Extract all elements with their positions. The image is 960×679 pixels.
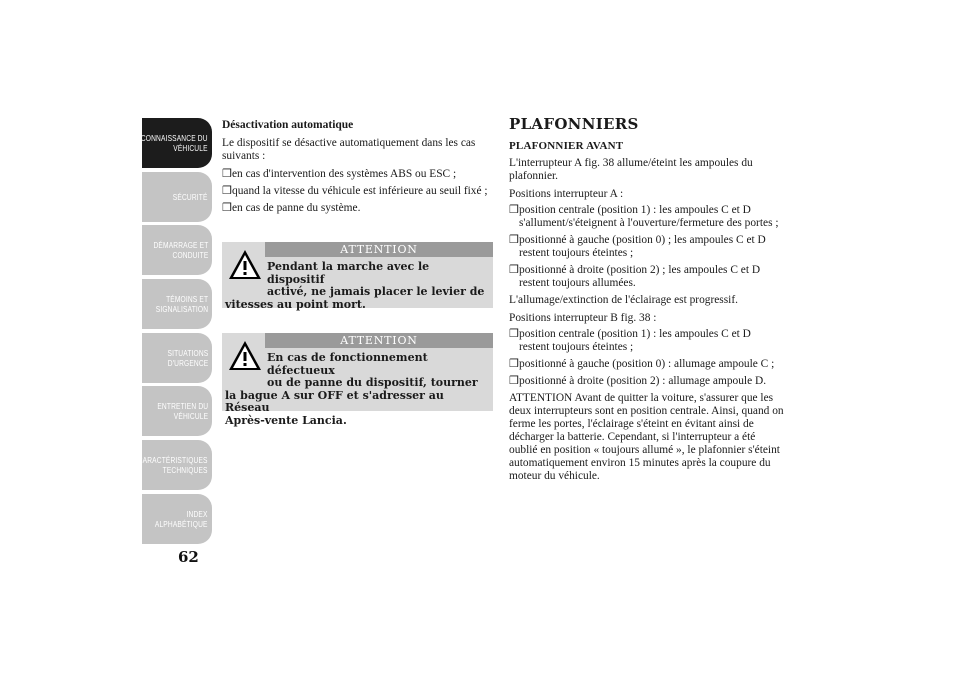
list-item-text: position centrale (position 1) : les ampoules C et D s'allument/s'éteignent à l'ouverture/fermeture des portes ; [519, 204, 779, 229]
tab-entretien-du-vehicule[interactable] [142, 386, 212, 436]
tab-temoins-et-signalisation[interactable] [142, 279, 212, 329]
list-item-text: position centrale (position 1) : les ampoules C et D restent toujours éteintes ; [519, 328, 751, 353]
list-item-text: quand la vitesse du véhicule est inférieure au seuil fixé ; [232, 185, 488, 197]
subsection-title: PLAFONNIER AVANT [509, 140, 624, 152]
paragraph: L'allumage/extinction de l'éclairage est progressif. [509, 294, 738, 306]
list-item [222, 202, 494, 215]
checkbox-bullet-icon: ❒ [509, 264, 519, 276]
list-item [509, 264, 784, 290]
paragraph: L'interrupteur A fig. 38 allume/éteint les ampoules du plafonnier. [509, 157, 753, 182]
tab-securite[interactable] [142, 172, 212, 222]
tab-label-line1: SITUATIONS [167, 348, 208, 358]
list-item [509, 375, 784, 388]
tab-label-line2: D'URGENCE [167, 358, 208, 368]
tab-label-line2: ALPHABÉTIQUE [155, 519, 208, 529]
warning-line: ou de panne du dispositif, tourner [267, 376, 478, 389]
warning-line: vitesses au point mort. [225, 297, 366, 311]
left-column [222, 119, 494, 219]
list-item-text: en cas de panne du système. [232, 202, 361, 214]
tab-label-line1: CONNAISSANCE DU [141, 133, 208, 143]
warning-box-1 [222, 242, 493, 311]
checkbox-bullet-icon: ❒ [509, 375, 519, 387]
tab-label-line1: INDEX [186, 509, 208, 519]
tab-label-line1: CARACTÉRISTIQUES [138, 455, 208, 465]
section-title: PLAFONNIERS [509, 115, 639, 133]
tab-demarrage-et-conduite[interactable] [142, 225, 212, 275]
checkbox-bullet-icon: ❒ [222, 202, 232, 214]
checkbox-bullet-icon: ❒ [509, 358, 519, 370]
checkbox-bullet-icon: ❒ [222, 168, 232, 180]
tab-label-line2: VÉHICULE [173, 411, 208, 421]
list-item-text: en cas d'intervention des systèmes ABS ou ESC ; [232, 168, 457, 180]
checkbox-bullet-icon: ❒ [509, 234, 519, 246]
page-number: 62 [178, 548, 199, 566]
list-item-text: positionné à gauche (position 0) ; les ampoules C et D restent toujours éteintes ; [519, 234, 766, 259]
warning-line: En cas de fonctionnement défectueux [267, 351, 428, 377]
section-heading: Désactivation automatique [222, 119, 354, 131]
list-item [222, 185, 494, 198]
tab-label-line2: CONDUITE [172, 250, 208, 260]
tab-index-alphabetique[interactable] [142, 494, 212, 544]
warning-text [225, 352, 487, 427]
paragraph: Positions interrupteur B fig. 38 : [509, 312, 657, 324]
right-column [509, 115, 784, 488]
warning-text [225, 261, 487, 311]
warning-title: ATTENTION [265, 242, 493, 257]
warning-line: Pendant la marche avec le dispositif [267, 260, 430, 286]
checkbox-bullet-icon: ❒ [509, 204, 519, 216]
list-item-text: positionné à droite (position 2) : allumage ampoule D. [519, 375, 767, 387]
tab-connaissance-du-vehicule[interactable] [142, 118, 212, 168]
paragraph: ATTENTION Avant de quitter la voiture, s'assurer que les deux interrupteurs sont en position centrale. Ainsi, quand on ferme les portes, l'éclairage s'éteint en évitant ainsi de décharger la batterie. Cependant, si l'interrupteur a été oublié en position « toujours allumé », le plafonnier s'éteint automatiquement environ 15 minutes après la coupure du moteur du véhicule. [509, 392, 784, 482]
warning-title: ATTENTION [265, 333, 493, 348]
tab-situations-durgence[interactable] [142, 333, 212, 383]
list-item-text: positionné à droite (position 2) ; les ampoules C et D restent toujours allumées. [519, 264, 761, 289]
tab-label-line1: SÉCURITÉ [173, 192, 208, 202]
tab-label-line2: VÉHICULE [173, 143, 208, 153]
tab-label-line1: DÉMARRAGE ET [153, 240, 208, 250]
intro-paragraph: Le dispositif se désactive automatiquement dans les cas suivants : [222, 137, 476, 162]
warning-box-2 [222, 333, 493, 427]
tab-label-line2: SIGNALISATION [155, 304, 208, 314]
tab-label-line1: TÉMOINS ET [165, 294, 208, 304]
list-item [509, 204, 784, 230]
warning-line: la bague A sur OFF et s'adresser au Réseau [225, 388, 444, 414]
checkbox-bullet-icon: ❒ [222, 185, 232, 197]
list-item-text: positionné à gauche (position 0) : allumage ampoule C ; [519, 358, 775, 370]
warning-line: activé, ne jamais placer le levier de [267, 285, 485, 298]
tab-label-line2: TECHNIQUES [162, 465, 208, 475]
tab-label-line1: ENTRETIEN DU [157, 401, 208, 411]
paragraph: Positions interrupteur A : [509, 188, 624, 200]
list-item [509, 234, 784, 260]
list-item [509, 358, 784, 371]
warning-line: Après-vente Lancia. [225, 413, 347, 427]
checkbox-bullet-icon: ❒ [509, 328, 519, 340]
list-item [509, 328, 784, 354]
list-item [222, 168, 494, 181]
tab-caracteristiques-techniques[interactable] [138, 440, 212, 490]
